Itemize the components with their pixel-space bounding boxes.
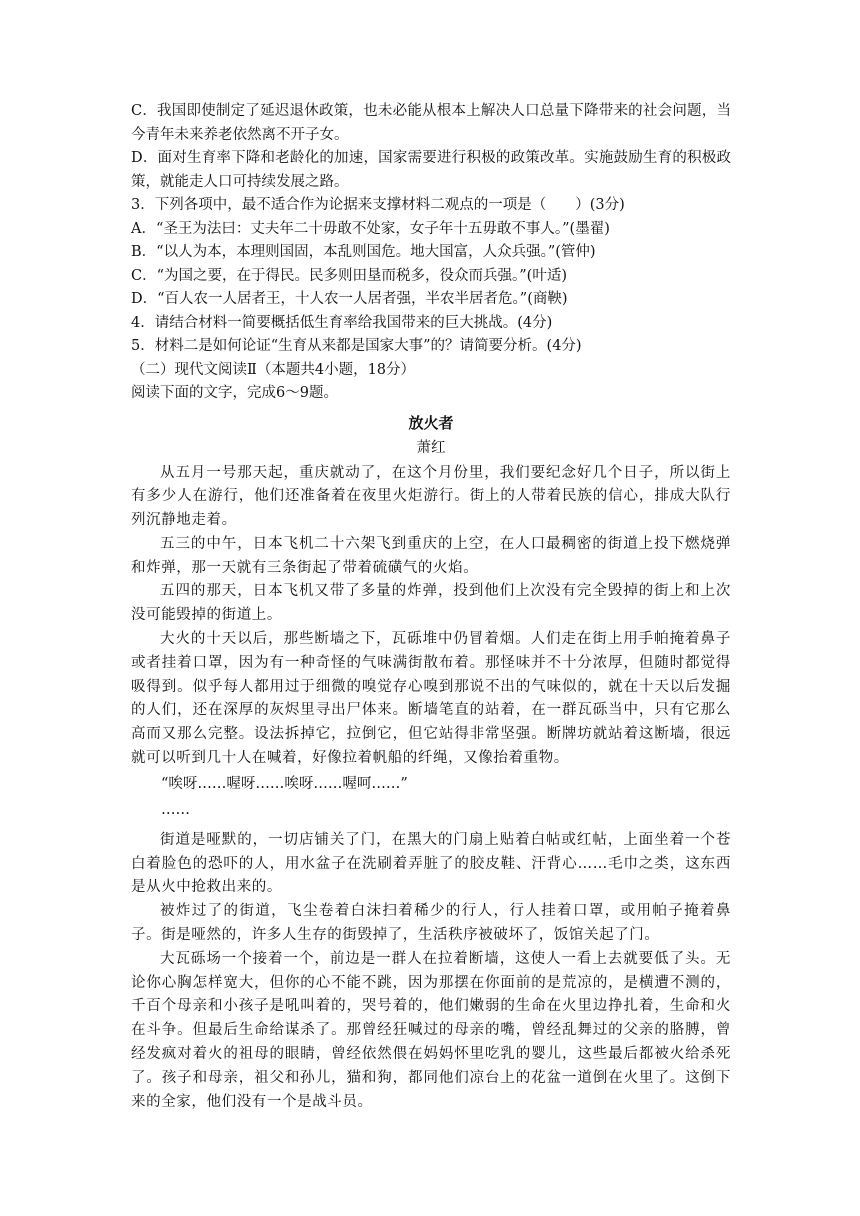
article-author: 萧红: [416, 439, 446, 456]
option-c-prev: C．我国即使制定了延迟退休政策，也未必能从根本上解决人口总量下降带来的社会问题，当今青年未来养老依然离不开子女。: [131, 103, 731, 143]
question-5: 5．材料二是如何论证“生育从来都是国家大事”的？请简要分析。(4分): [131, 338, 582, 354]
article-paragraph-6: 被炸过了的街道，飞尘卷着白沫扫着稀少的行人，行人挂着口罩，或用帕子掩着鼻子。街是哑然的，许多人生存的街毁掉了，生活秩序被破坏了，饭馆关起了门。: [131, 903, 731, 944]
question-3-option-c: C．“为国之要，在于得民。民多则田垦而税多，役众而兵强。”(叶适): [131, 267, 567, 284]
question-3-option-b: B．“以人为本，本理则国固，本乱则国危。地大国富，人众兵强。”(管仲): [131, 244, 596, 260]
article-ellipsis: ……: [161, 801, 190, 818]
exam-page: [131, 100, 731, 1114]
article-paragraph-4: 大火的十天以后，那些断墙之下，瓦砾堆中仍冒着烟。人们走在街上用手帕掩着鼻子或者挂着口罩，因为有一种奇怪的气味满街散布着。那怪味并不十分浓厚，但随时都觉得吸得到。似乎每人都用过于细微的嗅觉存心嗅到那说不出的气味似的，就在十天以后发掘的人们，还在深厚的灰烬里寻出尸体来。断墙笔直的站着，在一群瓦砾当中，只有它那么高而又那么完整。设法拆掉它，拉倒它，但它站得非常坚强。断牌坊就站着这断墙，很远就可以听到几十人在喊着，好像拉着帆船的纤绳，又像抬着重物。: [131, 631, 731, 767]
question-3-stem: 3．下列各项中，最不适合作为论据来支撑材料二观点的一项是（ ）(3分): [131, 197, 625, 213]
section-heading: （二）现代文阅读Ⅱ（本题共4小题，18分）: [131, 361, 416, 378]
article-quote: “唉呀……喔呀……唉呀……喔呵……”: [161, 775, 408, 792]
article-paragraph-2: 五三的中午，日本飞机二十六架飞到重庆的上空，在人口最稠密的街道上投下燃烧弹和炸弹，那一天就有三条街起了带着硫磺气的火焰。: [131, 535, 731, 576]
question-4: 4．请结合材料一简要概括低生育率给我国带来的巨大挑战。(4分): [131, 314, 553, 331]
article-paragraph-3: 五四的那天，日本飞机又带了多量的炸弹，投到他们上次没有完全毁掉的街上和上次没可能毁掉的街道上。: [131, 583, 731, 624]
question-3-option-a: A．“圣王为法曰：丈夫年二十毋敢不处家，女子年十五毋敢不事人。”(墨翟): [131, 220, 610, 237]
section-instruction: 阅读下面的文字，完成6～9题。: [131, 385, 338, 401]
article-paragraph-5: 街道是哑默的，一切店铺关了门，在黑大的门扇上贴着白帖或红帖，上面坐着一个苍白着脸色的恐吓的人，用水盆子在洗刷着弄脏了的胶皮鞋、汗背心……毛巾之类，这东西是从火中抢救出来的。: [131, 831, 731, 896]
article-paragraph-7: 大瓦砾场一个接着一个，前边是一群人在拉着断墙，这使人一看上去就要低了头。无论你心胸怎样宽大，但你的心不能不跳，因为那摆在你面前的是荒凉的，是横遭不测的，千百个母亲和小孩子是吼叫着的，哭号着的，他们嫩弱的生命在火里边挣扎着，生命和火在斗争。但最后生命给谋杀了。那曾经狂喊过的母亲的嘴，曾经乱舞过的父亲的胳膊，曾经发疯对着火的祖母的眼睛，曾经依然偎在妈妈怀里吃乳的婴儿，这些最后都被火给杀死了。孩子和母亲，祖父和孙儿，猫和狗，都同他们凉台上的花盆一道倒在火里了。这倒下来的全家，他们没有一个是战斗员。: [131, 950, 731, 1110]
option-d-prev: D．面对生育率下降和老龄化的加速，国家需要进行积极的政策改革。实施鼓励生育的积极政策，就能走人口可持续发展之路。: [131, 150, 731, 190]
article-paragraph-1: 从五月一号那天起，重庆就动了，在这个月份里，我们要纪念好几个日子，所以街上有多少人在游行，他们还准备着在夜里火炬游行。街上的人带着民族的信心，排成大队行列沉静地走着。: [131, 464, 731, 529]
question-3-option-d: D．“百人农一人居者王，十人农一人居者强，半农半居者危。”(商鞅): [131, 291, 568, 307]
article-title: 放火者: [408, 413, 454, 432]
